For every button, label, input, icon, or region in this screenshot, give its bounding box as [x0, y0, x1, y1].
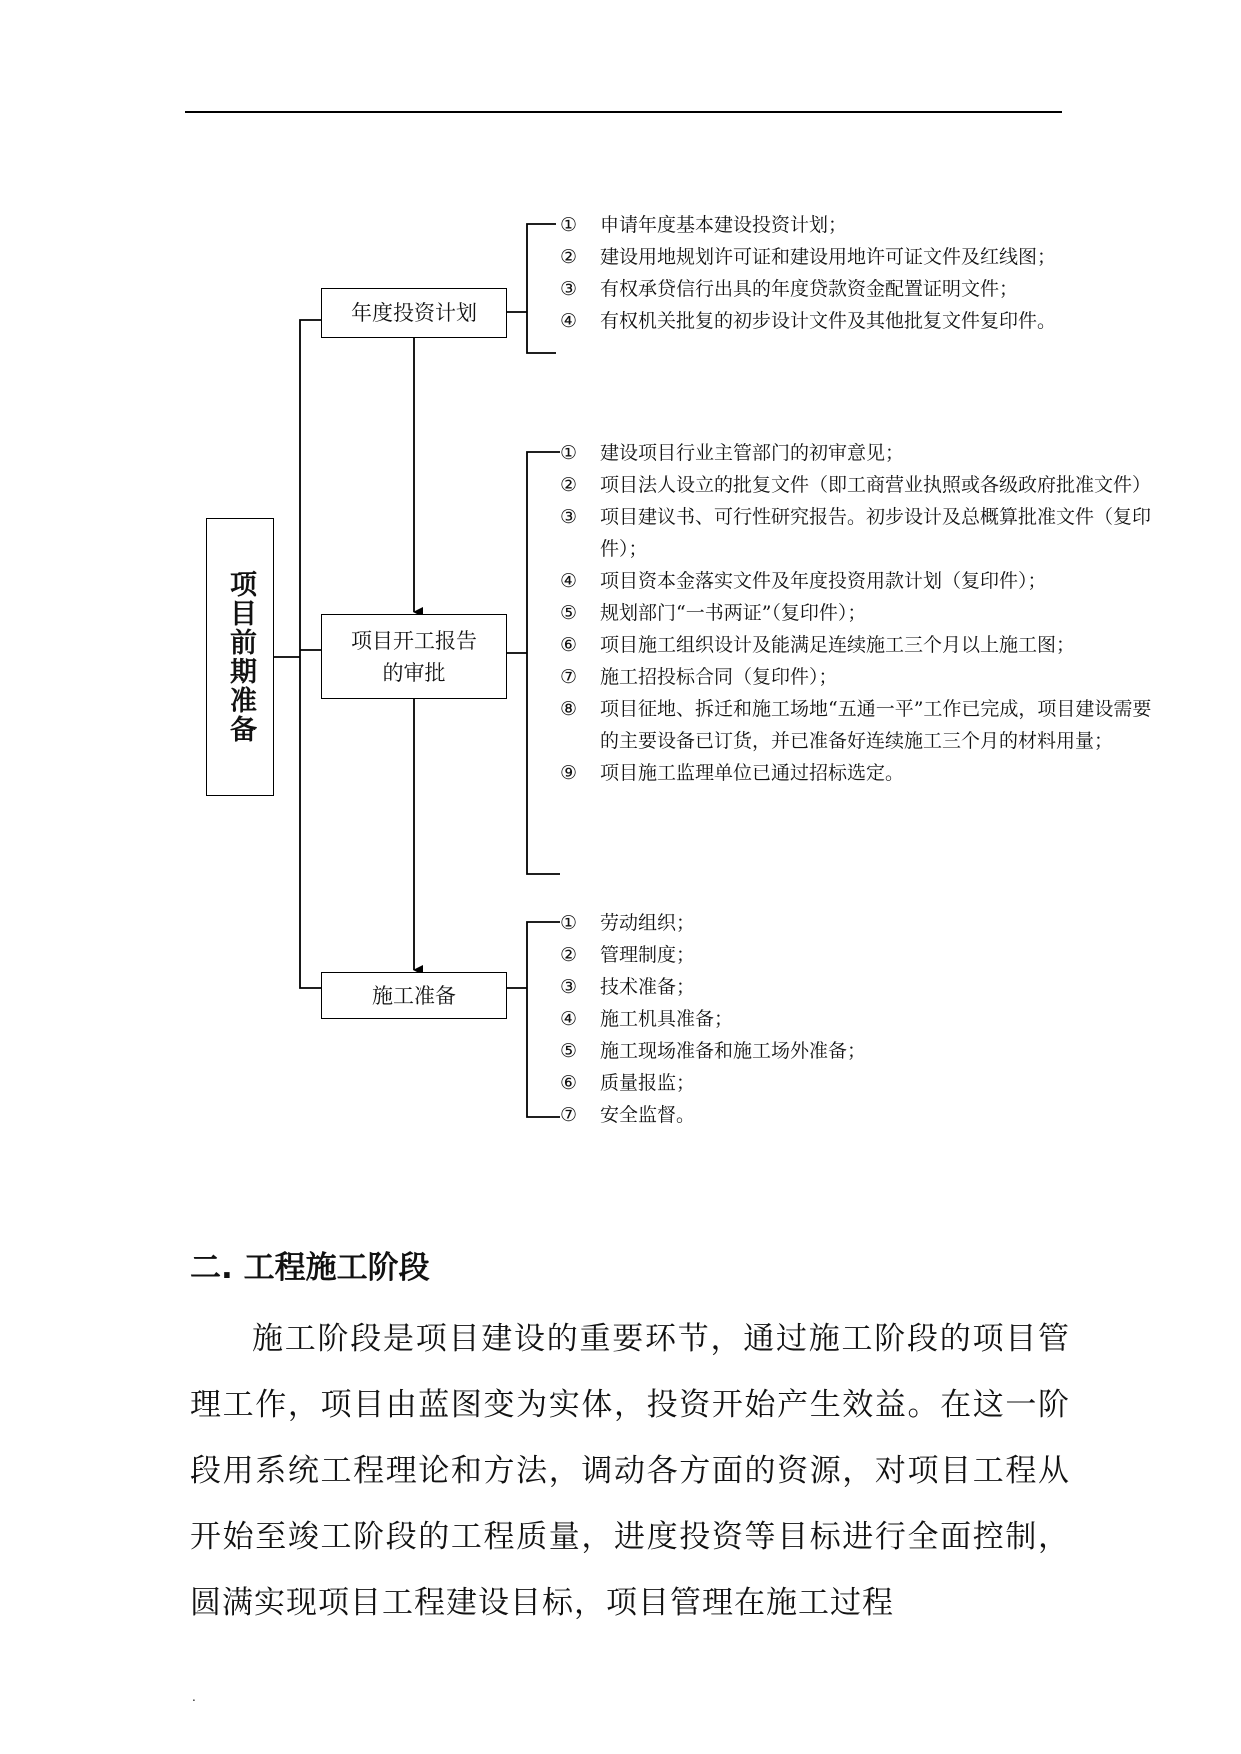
- stage2-bracket: [527, 452, 560, 874]
- list-item: ④ 有权机关批复的初步设计文件及其他批复文件复印件。: [560, 310, 1057, 332]
- list-item: ① 申请年度基本建设投资计划；: [560, 214, 848, 236]
- stage-label: 施工准备: [372, 983, 456, 1008]
- footer-mark: .: [192, 1690, 196, 1704]
- list-item: ⑦ 安全监督。: [560, 1104, 696, 1126]
- list-item: ② 项目法人设立的批复文件（即工商营业执照或各级政府批准文件）: [560, 474, 1152, 496]
- stage3-list: [560, 907, 1160, 1131]
- paragraph-text: 施工阶段是项目建设的重要环节，通过施工阶段的项目管理工作，项目由蓝图变为实体，投资开始产生效益。在这一阶段用系统工程理论和方法，调动各方面的资源，对项目工程从开始至竣工阶段的工程质量，进度投资等目标进行全面控制，圆满实现项目工程建设目标，项目管理在施工过程: [190, 1321, 1070, 1621]
- list-item: ③ 有权承贷信行出具的年度贷款资金配置证明文件；: [560, 278, 1019, 300]
- stage1-list: [560, 209, 1160, 337]
- stage1-bracket: [527, 224, 556, 353]
- list-item: ⑤ 规划部门“一书两证”（复印件）；: [560, 602, 867, 624]
- list-item: ① 建设项目行业主管部门的初审意见；: [560, 442, 905, 464]
- root-label: 项目前期准备: [225, 570, 256, 744]
- stage-box-start-report: [321, 614, 507, 699]
- stage3-bracket: [527, 922, 560, 1117]
- list-item: ① 劳动组织；: [560, 912, 696, 934]
- list-item: ⑥ 质量报监；: [560, 1072, 696, 1094]
- list-item: ⑨ 项目施工监理单位已通过招标选定。: [560, 762, 905, 784]
- root-bracket: [300, 320, 321, 988]
- list-item: ④ 施工机具准备；: [560, 1008, 734, 1030]
- list-item: ② 建设用地规划许可证和建设用地许可证文件及红线图；: [560, 246, 1057, 268]
- list-item: ④ 项目资本金落实文件及年度投资用款计划（复印件）；: [560, 570, 1047, 592]
- stage-label: 项目开工报告的审批: [351, 628, 477, 685]
- list-item: ⑥ 项目施工组织设计及能满足连续施工三个月以上施工图；: [560, 634, 1076, 656]
- stage-label: 年度投资计划: [351, 301, 477, 325]
- list-item: ② 管理制度；: [560, 944, 696, 966]
- body-paragraph: [190, 1306, 1070, 1636]
- list-item: ⑤ 施工现场准备和施工场外准备；: [560, 1040, 867, 1062]
- list-item: ③ 技术准备；: [560, 976, 696, 998]
- list-item: ⑦ 施工招投标合同（复印件）；: [560, 666, 838, 688]
- section-title: 二. 工程施工阶段: [190, 1250, 430, 1286]
- stage2-list: [560, 437, 1160, 789]
- list-item: ③ 项目建议书、可行性研究报告。初步设计及总概算批准文件（复印件）；: [560, 506, 1152, 560]
- list-item: ⑧ 项目征地、拆迁和施工场地“五通一平”工作已完成，项目建设需要的主要设备已订货，并已准备好连续施工三个月的材料用量；: [560, 698, 1152, 752]
- stage-box-annual-plan: [321, 288, 507, 338]
- root-box: [206, 518, 274, 796]
- stage-box-construction-prep: [321, 972, 507, 1019]
